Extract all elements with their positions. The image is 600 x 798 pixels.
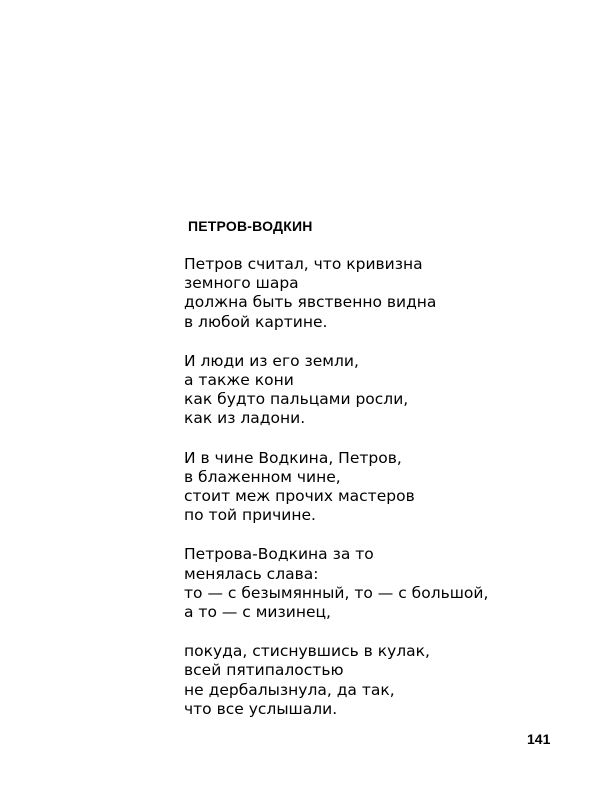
poem-line: Петрова-Водкина за то — [184, 545, 374, 564]
poem-line: должна быть явственно видна — [184, 293, 437, 312]
poem-line: по той причине. — [184, 506, 316, 525]
stanza-3 — [184, 449, 488, 526]
poem-line: в блаженном чине, — [184, 467, 341, 486]
stanza-2 — [184, 352, 488, 429]
poem-line: а то — с мизинец, — [184, 603, 331, 622]
poem-line: как будто пальцами росли, — [184, 390, 409, 409]
poem-title: ПЕТРОВ-ВОДКИН — [188, 218, 313, 234]
poem-line: как из ладони. — [184, 409, 306, 428]
page-number: 141 — [527, 731, 551, 747]
poem-line: а также кони — [184, 371, 294, 390]
poem-line: в любой картине. — [184, 312, 328, 331]
stanza-1 — [184, 255, 488, 332]
poem-line: стоит меж прочих мастеров — [184, 487, 415, 506]
poem-line: Петров считал, что кривизна — [184, 255, 423, 273]
stanza-4 — [184, 545, 488, 622]
poem-line: то — с безымянный, то — с большой, — [184, 583, 489, 602]
poem-body — [184, 255, 488, 739]
stanza-5 — [184, 642, 488, 719]
poem-line: покуда, стиснувшись в кулак, — [184, 642, 430, 661]
poem-line: И люди из его земли, — [184, 351, 359, 370]
poem-line: не дербалызнула, да так, — [184, 680, 395, 699]
poem-line: всей пятипалостью — [184, 661, 344, 680]
poem-line: И в чине Водкина, Петров, — [184, 448, 402, 467]
poem-line: что все услышали. — [184, 699, 338, 718]
poem-line: земного шара — [184, 274, 299, 293]
poem-line: менялась слава: — [184, 564, 319, 583]
